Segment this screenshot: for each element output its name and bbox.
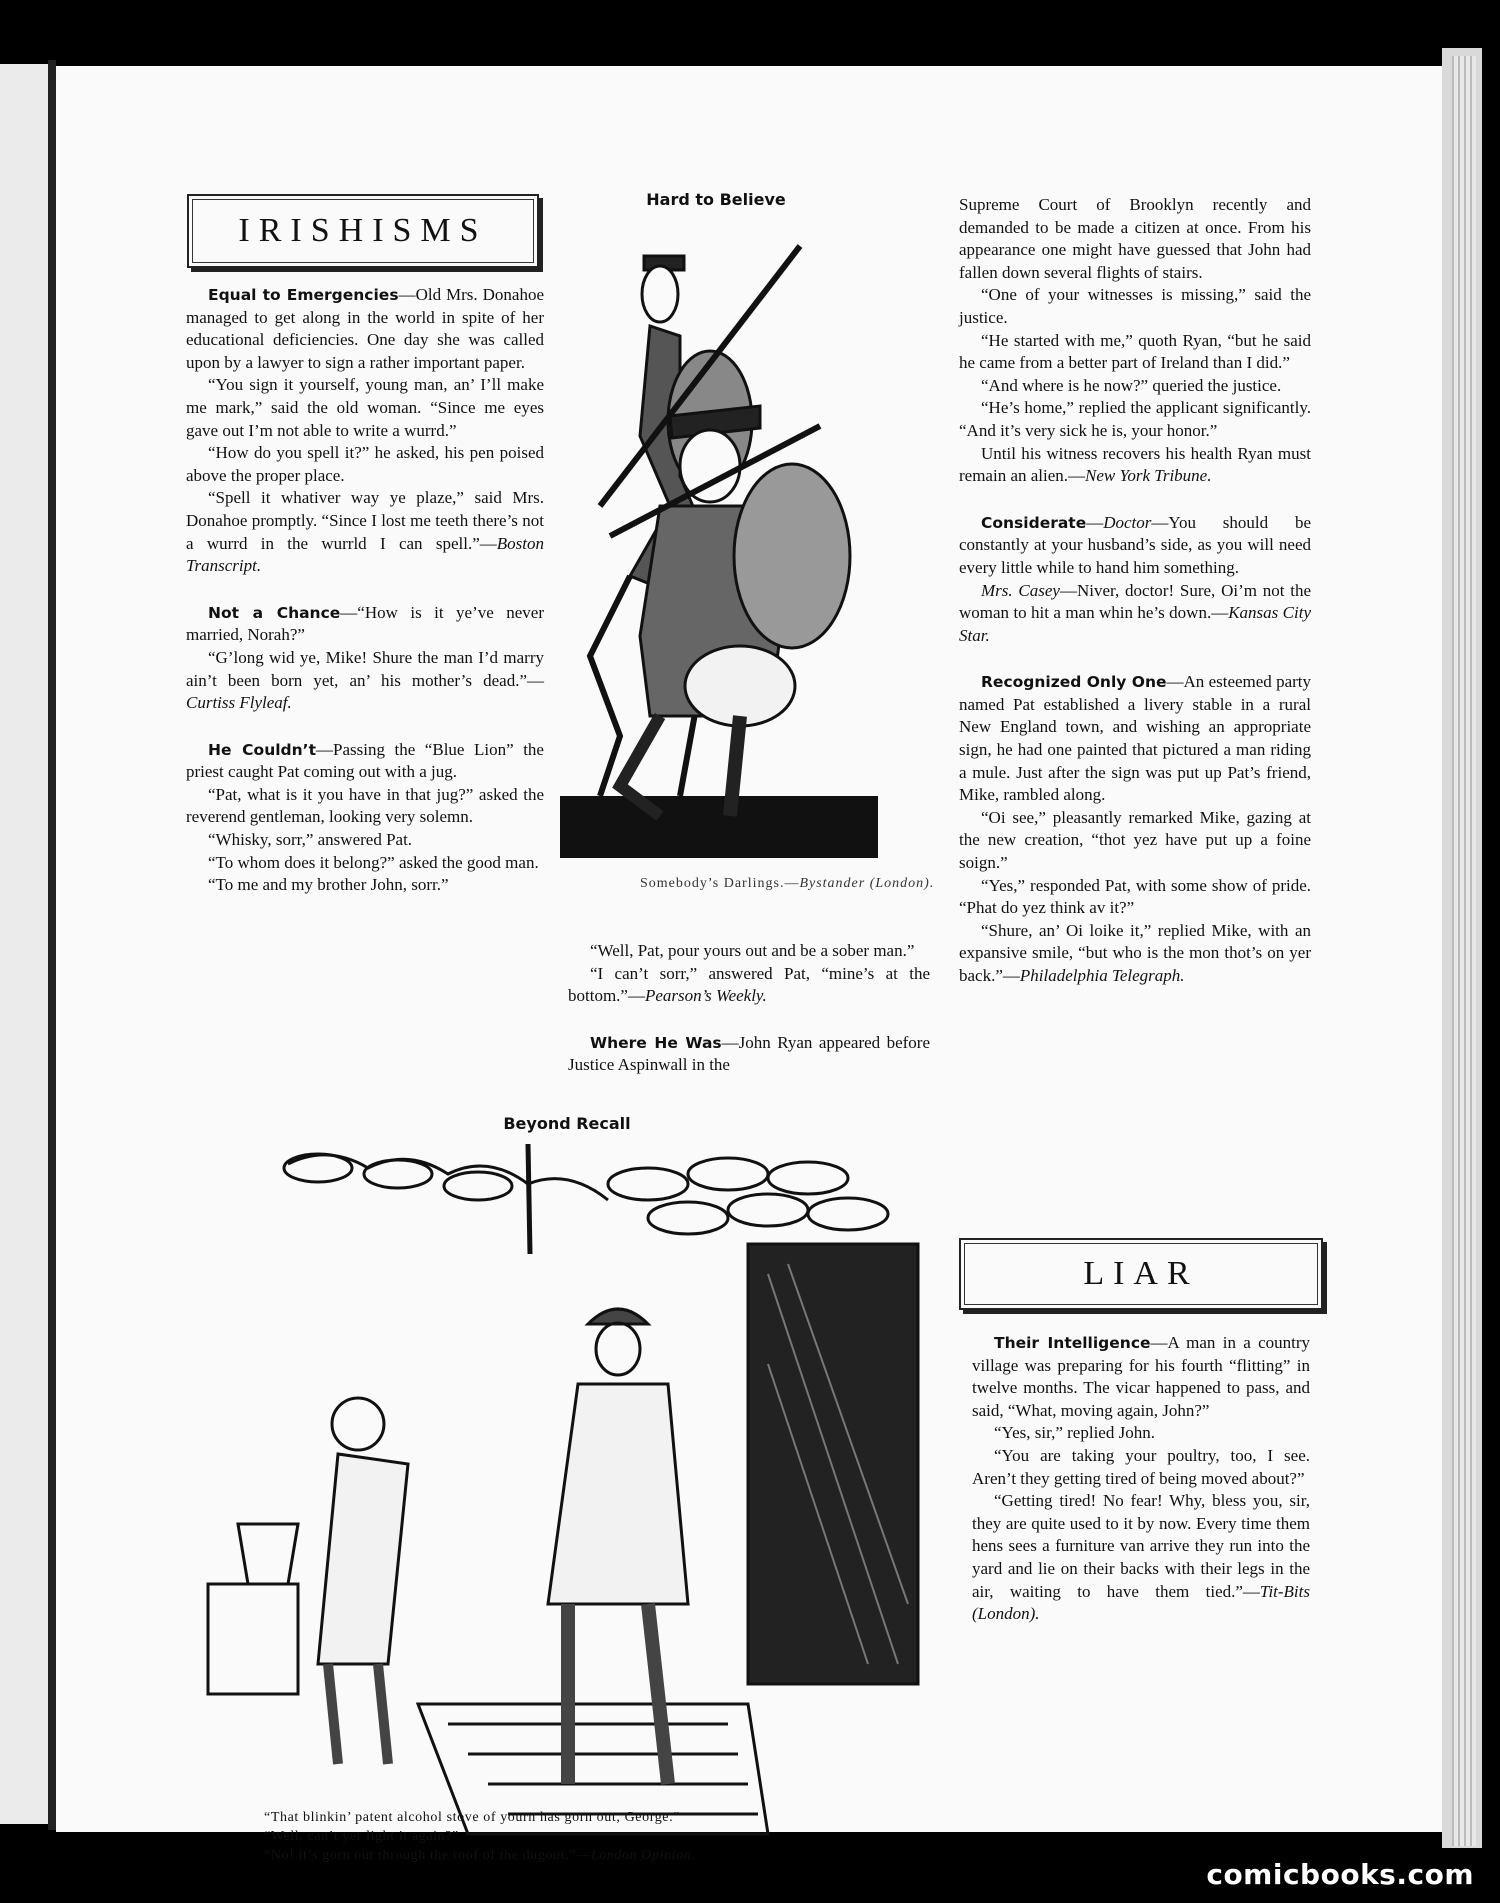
source-credit: London Opinion. [590, 1848, 696, 1863]
caption-text: “No! it’s gorn out through the roof of the dugout.”— [264, 1848, 591, 1863]
source-credit: Philadelphia Telegraph. [1019, 966, 1185, 985]
paragraph: “To whom does it belong?” asked the good man. [208, 852, 539, 872]
source-credit: Curtiss Flyleaf. [186, 693, 292, 713]
paragraph [568, 963, 930, 1008]
magazine-page [56, 66, 1442, 1863]
middle-column-text [568, 940, 930, 1077]
paragraph: “And where is he now?” queried the justice. [981, 375, 1282, 395]
speaker-mrs-casey: Mrs. Casey [981, 580, 1060, 600]
left-column [186, 284, 544, 897]
runin-heading: Equal to Emergencies [208, 286, 399, 304]
paragraph-text: “G’long wid ye, Mike! Shure the man I’d marry ain’t been born yet, an’ his mother’s dead.”— [186, 647, 544, 690]
paragraph-text: “Shure, an’ Oi loike it,” replied Mike, with an expansive smile, “but who is the mon thot’s on yer back.”— [959, 920, 1311, 985]
paragraph [186, 647, 544, 715]
paragraph: “You sign it yourself, young man, an’ I’ll make me mark,” said the old woman. “Since me eyes gave out I’m not able to write a wurrd.” [186, 375, 544, 440]
paragraph: “How do you spell it?” he asked, his pen poised above the proper place. [186, 443, 544, 485]
cartoon-caption-hard-to-believe [640, 874, 996, 894]
source-credit: Kansas City Star. [959, 603, 1311, 645]
source-credit: Tit-Bits (London). [972, 1581, 1310, 1624]
runin-heading: Recognized Only One [981, 673, 1167, 692]
article-recognized-only-one [959, 671, 1311, 807]
watermark: comicbooks.com [1206, 1858, 1474, 1891]
runin-heading: Their Intelligence [994, 1334, 1151, 1352]
cartoon-title-hard-to-believe: Hard to Believe [646, 190, 786, 209]
paragraph: “Pat, what is it you have in that jug?” asked the reverend gentleman, looking very solemn. [186, 784, 544, 827]
paragraph [972, 1490, 1310, 1626]
paragraph: “He’s home,” replied the applicant significantly. “And it’s very sick he is, your honor.” [959, 398, 1311, 440]
paragraph [959, 580, 1311, 648]
speaker-doctor: Doctor [1103, 512, 1152, 532]
paragraph: “He started with me,” quoth Ryan, “but he said he came from a better part of Ireland than I did.” [959, 330, 1311, 373]
scan-page-stack [1452, 56, 1476, 1846]
source-credit: Bystander (London). [799, 876, 935, 891]
paragraph: “Yes, sir,” replied John. [994, 1423, 1155, 1443]
caption-line: “That blinkin’ patent alcohol stove of yourn has gorn out, George.” [264, 1810, 681, 1825]
scan-left-margin [0, 64, 52, 1824]
paragraph: “One of your witnesses is missing,” said the justice. [959, 285, 1311, 327]
scan-binding-edge [48, 60, 56, 1830]
paragraph [959, 920, 1311, 988]
source-credit: Pearson’s Weekly. [644, 986, 767, 1006]
paragraph-text: “Spell it whativer way ye plaze,” said Mrs. Donahoe promptly. “Since I lost me teeth there’s not a wurrd in the wurrld I can spell.”— [186, 488, 544, 553]
runin-heading: Where He Was [590, 1033, 722, 1052]
irishisms-heading-box [187, 194, 539, 268]
paragraph-text: —Niver, doctor! Sure, Oi’m not the woman to hit a man whin he’s down.— [959, 580, 1311, 623]
liar-column [972, 1332, 1310, 1626]
paragraph: “Whisky, sorr,” answered Pat. [208, 830, 413, 850]
paragraph [959, 443, 1311, 488]
paragraph: “To me and my brother John, sorr.” [208, 875, 449, 895]
liar-heading: LIAR [964, 1243, 1318, 1305]
paragraph: Supreme Court of Brooklyn recently and demanded to be made a citizen at once. From his appearance one might have guessed that John had fallen down several flights of stairs. [959, 195, 1311, 282]
caption-line: “Well, can’t yer light it again?” [264, 1829, 459, 1844]
article-he-couldnt [186, 739, 544, 784]
article-their-intelligence [972, 1332, 1310, 1422]
paragraph-text: —An esteemed party named Pat established a livery stable in a rural New England town, and wishing an appropriate sign, he had one painted that pictured a man riding a mule. Just after the sign was put up Pat’s friend, Mike, rambled along. [959, 672, 1311, 805]
cartoon-beyond-recall [168, 1144, 958, 1844]
runin-heading: Not a Chance [208, 603, 341, 622]
paragraph-text: —You should be constantly at your husband’s side, as you will need every little while to hand him something. [959, 512, 1311, 577]
paragraph-text: —A man in a country village was preparing for his fourth “flitting” in twelve months. The vicar happened to pass, and said, “What, moving again, John?” [972, 1333, 1310, 1420]
paragraph: “You are taking your poultry, too, I see. Aren’t they getting tired of being moved about?” [972, 1445, 1310, 1488]
article-not-a-chance [186, 602, 544, 647]
caption-line [264, 1846, 964, 1865]
source-credit: Boston Transcript. [186, 533, 544, 576]
liar-heading-box [959, 1238, 1323, 1310]
paragraph: “Oi see,” pleasantly remarked Mike, gazing at the new creation, “thot yez have put up a foine soign.” [959, 807, 1311, 873]
article-equal-to-emergencies [186, 284, 544, 374]
caption-text: Somebody’s Darlings.— [640, 876, 800, 891]
paragraph-text: “I can’t sorr,” answered Pat, “mine’s at the bottom.”— [568, 963, 930, 1006]
runin-heading: He Couldn’t [208, 740, 316, 759]
source-credit: New York Tribune. [1085, 466, 1212, 486]
paragraph: —Old Mrs. Donahoe managed to get along in the world in spite of her educational deficiencies. One day she was called upon by a lawyer to sign a rather important paper. [186, 285, 545, 372]
article-considerate: Considerate—Doctor—You should be constantly at your husband’s side, as you will need every little while to hand him something. [959, 512, 1311, 577]
paragraph-text: Until his witness recovers his health Ryan must remain an alien.— [959, 443, 1311, 486]
paragraph-text: —John Ryan appeared before Justice Aspinwall in the [568, 1032, 930, 1075]
runin-heading: Considerate [981, 513, 1087, 532]
paragraph: “Well, Pat, pour yours out and be a sober man.” [590, 941, 915, 960]
paragraph-text: “Getting tired! No fear! Why, bless you, sir, they are quite used to it by now. Every time them hens sees a furniture van arrive they run into the yard and lie on their backs with their legs in the air, waiting to have them tied.”— [972, 1491, 1310, 1601]
paragraph-text: —“How is it ye’ve never married, Norah?” [186, 602, 544, 645]
article-where-he-was [568, 1032, 930, 1077]
paragraph-text: —Passing the “Blue Lion” the priest caught Pat coming out with a jug. [186, 739, 544, 782]
paragraph: “Yes,” responded Pat, with some show of pride. “Phat do yez think av it?” [959, 875, 1311, 918]
cartoon-title-beyond-recall: Beyond Recall [503, 1114, 631, 1133]
irishisms-heading: IRISHISMS [192, 199, 534, 263]
cartoon-hard-to-believe [560, 216, 878, 858]
right-column [959, 194, 1311, 988]
cartoon-caption-beyond-recall [264, 1808, 964, 1865]
paragraph [186, 487, 544, 577]
